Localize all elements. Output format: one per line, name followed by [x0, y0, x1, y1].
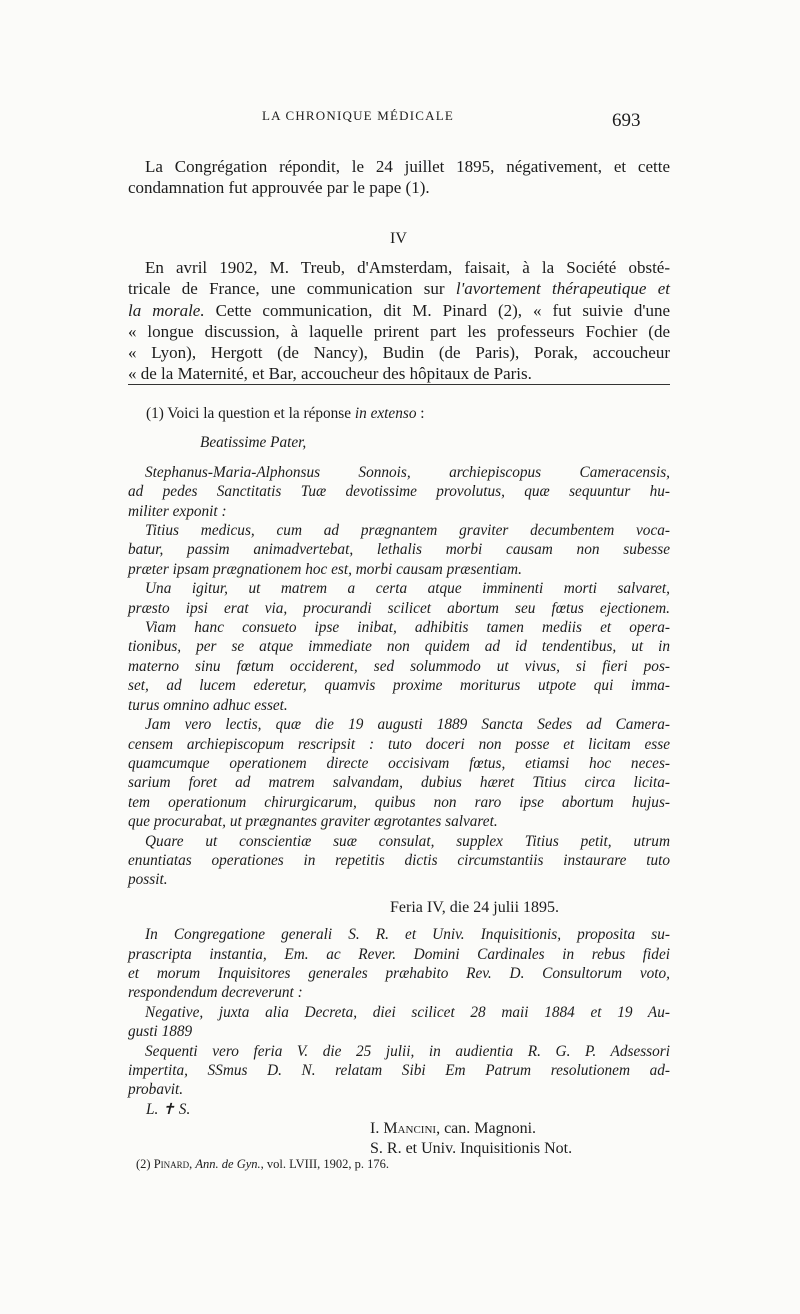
page-number: 693 — [612, 110, 641, 131]
text-line: la morale. Cette communication, dit M. Pinard (2), « fut suivie d'une — [128, 300, 671, 320]
footnote-intro: (1) Voici la question et la réponse in extenso : — [146, 405, 425, 422]
text-line: et morum Inquisitores generales præhabito Rev. D. Consultorum voto, — [128, 964, 670, 982]
text-line: respondendum decreverunt : — [128, 984, 303, 1002]
text-line: Viam hanc consueto ipse inibat, adhibitis tamen mediis et opera- — [145, 619, 670, 637]
section-number: IV — [390, 230, 407, 247]
signature-1: I. Mancini, can. Magnoni. — [370, 1120, 537, 1138]
text-line: materno sinu fœtum occiderent, sed solummodo ut vivus, si fieri pos- — [128, 657, 670, 675]
text-line: tricale de France, une communication sur l'avortement thérapeutique et — [128, 279, 670, 299]
text-line: En avril 1902, M. Treub, d'Amsterdam, faisait, à la Société obsté- — [145, 258, 670, 277]
text-line: tionibus, per se atque immediate non quidem ad id tendentibus, ut in — [128, 638, 670, 656]
running-header: LA CHRONIQUE MÉDICALE — [262, 108, 455, 123]
text-line: In Congregatione generali S. R. et Univ. Inquisitionis, proposita su- — [145, 926, 670, 944]
salutation: Beatissime Pater, — [200, 434, 307, 452]
text-line: Sequenti vero feria V. die 25 julii, in audientia R. G. P. Adsessori — [145, 1042, 670, 1060]
text-line: que procurabat, ut prægnantes graviter ægrotantes salvaret. — [128, 813, 498, 831]
text-line: Titius medicus, cum ad prægnantem graviter decumbentem voca- — [145, 522, 670, 540]
text-line: impertita, SSmus D. N. relatam Sibi Em Patrum resolutionem ad- — [128, 1062, 670, 1079]
text-line: « de la Maternité, et Bar, accoucheur des hôpitaux de Paris. — [128, 364, 532, 384]
text-line: Negative, juxta alia Decreta, diei scilicet 28 maii 1884 et 19 Au- — [145, 1003, 670, 1021]
footnote-2: (2) Pinard, Ann. de Gyn., vol. LVIII, 1902, p. 176. — [136, 1157, 390, 1171]
text-line: batur, passim animadvertebat, lethalis morbi causam non subesse — [128, 541, 670, 559]
text-line: « Lyon), Hergott (de Nancy), Budin (de Paris), Porak, accoucheur — [128, 343, 670, 363]
paragraph-2 — [128, 257, 670, 385]
text-line: quamcumque operationem directe occisivam fœtus, etiamsi hoc neces- — [128, 754, 670, 772]
text-line: gusti 1889 — [128, 1023, 193, 1041]
signature-2: S. R. et Univ. Inquisitionis Not. — [370, 1139, 573, 1157]
text-line: Quare ut conscientiæ suæ consulat, supplex Titius petit, utrum — [145, 832, 670, 850]
text-line: set, ad lucem ederetur, quamvis proxime moriturus utpote qui imma- — [128, 677, 670, 695]
paragraph-1 — [128, 156, 670, 199]
text-line: enuntiatas operationes in repetitis dictis circumstantiis instaurare tuto — [128, 851, 670, 869]
text-line: tem operationum chirurgicarum, quibus non raro ipse abortum hujus- — [128, 793, 670, 811]
text-line: « longue discussion, à laquelle prirent part les professeurs Fochier (de — [128, 321, 670, 341]
text-line: Jam vero lectis, quæ die 19 augusti 1889 Sancta Sedes ad Camera- — [145, 716, 670, 734]
text-line: militer exponit : — [128, 502, 227, 520]
text-line: condamnation fut approuvée par le pape (1). — [128, 178, 430, 198]
text-line: prascripta instantia, Em. ac Rever. Domini Cardinales in rebus fidei — [128, 945, 670, 963]
text-line: probavit. — [128, 1081, 184, 1099]
text-line: Una igitur, ut matrem a certa atque imminenti morti salvaret, — [145, 580, 670, 598]
text-line: ad pedes Sanctitatis Tuæ devotissime provolutus, quæ sequuntur hu- — [128, 483, 670, 501]
text-line: turus omnino adhuc esset. — [128, 696, 288, 714]
seal: L. ✝ S. — [146, 1100, 191, 1118]
text-line: Stephanus-Maria-Alphonsus Sonnois, archiepiscopus Cameracensis, — [145, 463, 670, 481]
footnote-1 — [128, 404, 670, 1158]
footnote-rule — [128, 384, 670, 385]
text-line: possit. — [128, 871, 168, 889]
text-line: censem archiepiscopum rescripsit : tuto doceri non posse et licitam esse — [128, 735, 670, 753]
decree-date: Feria IV, die 24 julii 1895. — [390, 898, 560, 916]
text-line: sarium foret ad matrem salvandam, dubius hæret Titius circa licita- — [128, 774, 670, 792]
text-line: præter ipsam prægnationem hoc est, morbi causam præsentiam. — [128, 560, 522, 578]
text-line: præsto ipsi erat via, procurandi scilicet abortum seu fœtus ejectionem. — [128, 599, 670, 617]
text-line: La Congrégation répondit, le 24 juillet 1895, négativement, et cette — [145, 157, 670, 176]
